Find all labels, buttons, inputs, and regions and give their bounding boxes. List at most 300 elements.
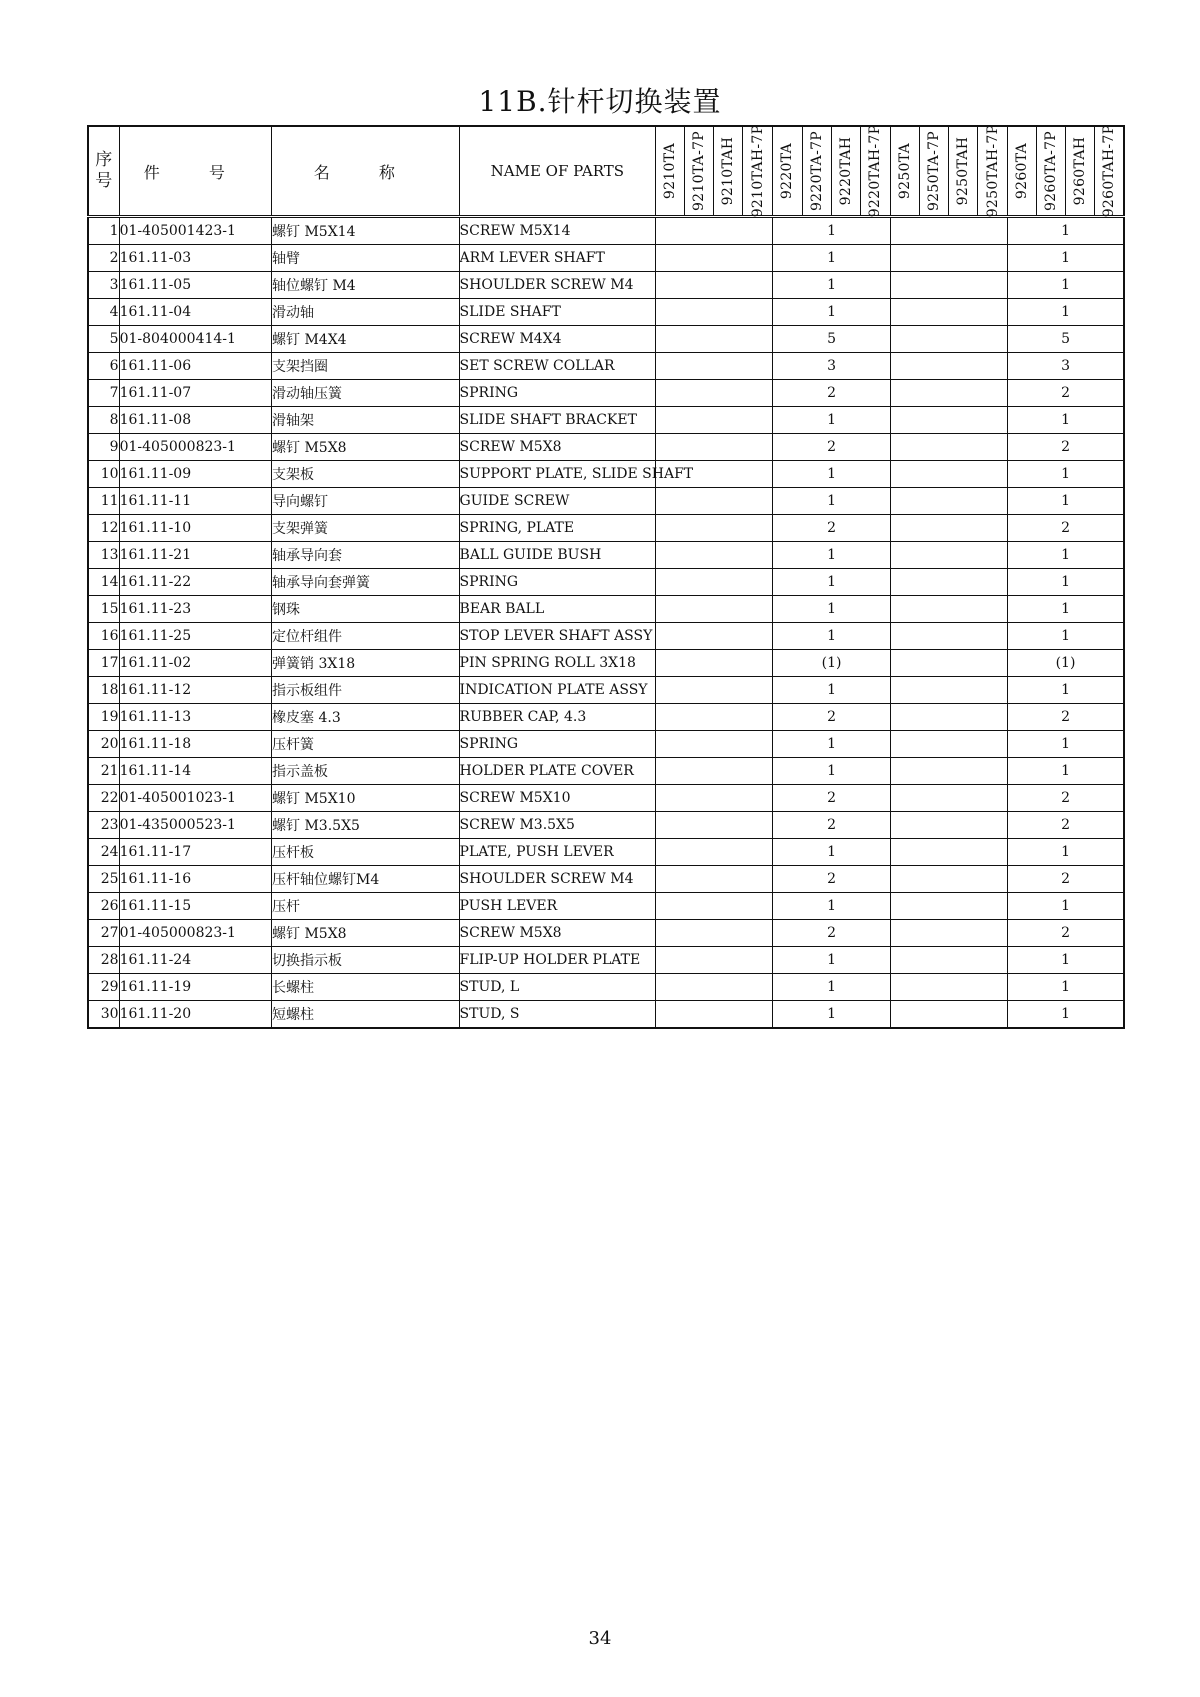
row-qty-9220: 1	[773, 893, 890, 920]
row-qty-9210	[656, 785, 773, 812]
table-row	[88, 461, 1124, 488]
row-qty-9220: 1	[773, 407, 890, 434]
row-part-no: 01-405000823-1	[119, 920, 271, 947]
header-model-label: 9260TAH	[1072, 136, 1089, 206]
row-qty-9250	[890, 407, 1007, 434]
row-part-no: 161.11-15	[119, 893, 271, 920]
row-qty-9250	[890, 974, 1007, 1001]
row-part-no: 161.11-10	[119, 515, 271, 542]
row-seq: 23	[88, 812, 119, 839]
row-part-no: 161.11-16	[119, 866, 271, 893]
row-cn-name: 切换指示板	[272, 947, 460, 974]
header-model	[802, 126, 831, 217]
row-qty-9250	[890, 380, 1007, 407]
row-qty-9260: 1	[1008, 596, 1124, 623]
row-en-name: SPRING	[459, 380, 656, 407]
table-row	[88, 326, 1124, 353]
row-en-name: SCREW M5X8	[459, 434, 656, 461]
row-qty-9220: 1	[773, 1001, 890, 1029]
header-seq: 序号	[88, 126, 119, 217]
row-qty-9220: 2	[773, 434, 890, 461]
row-cn-name: 螺钉 M5X10	[272, 785, 460, 812]
row-en-name: SHOULDER SCREW M4	[459, 272, 656, 299]
row-qty-9250	[890, 596, 1007, 623]
row-en-name: STOP LEVER SHAFT ASSY	[459, 623, 656, 650]
row-en-name: SCREW M3.5X5	[459, 812, 656, 839]
header-model-label: 9210TAH	[720, 136, 737, 206]
row-qty-9260: 2	[1008, 515, 1124, 542]
row-qty-9220: 2	[773, 920, 890, 947]
row-qty-9250	[890, 299, 1007, 326]
row-qty-9250	[890, 434, 1007, 461]
row-en-name: PLATE, PUSH LEVER	[459, 839, 656, 866]
row-seq: 9	[88, 434, 119, 461]
header-model	[860, 126, 890, 217]
row-qty-9210	[656, 569, 773, 596]
row-en-name: SET SCREW COLLAR	[459, 353, 656, 380]
row-qty-9220: 2	[773, 704, 890, 731]
row-qty-9260: 2	[1008, 812, 1124, 839]
table-row	[88, 515, 1124, 542]
header-model	[948, 126, 977, 217]
row-qty-9210	[656, 758, 773, 785]
header-model	[656, 126, 685, 217]
row-en-name: SLIDE SHAFT	[459, 299, 656, 326]
row-qty-9220: 1	[773, 569, 890, 596]
row-en-name: SLIDE SHAFT BRACKET	[459, 407, 656, 434]
row-cn-name: 指示盖板	[272, 758, 460, 785]
row-en-name: BEAR BALL	[459, 596, 656, 623]
row-qty-9250	[890, 353, 1007, 380]
row-qty-9220: 1	[773, 677, 890, 704]
row-qty-9260: 1	[1008, 731, 1124, 758]
table-row	[88, 407, 1124, 434]
row-seq: 20	[88, 731, 119, 758]
row-qty-9250	[890, 217, 1007, 245]
row-qty-9220: 1	[773, 974, 890, 1001]
row-part-no: 161.11-20	[119, 1001, 271, 1029]
row-part-no: 161.11-07	[119, 380, 271, 407]
row-qty-9220: 1	[773, 542, 890, 569]
row-part-no: 161.11-03	[119, 245, 271, 272]
table-row	[88, 893, 1124, 920]
row-qty-9210	[656, 326, 773, 353]
row-qty-9250	[890, 785, 1007, 812]
table-row	[88, 596, 1124, 623]
header-model	[1037, 126, 1066, 217]
table-row	[88, 434, 1124, 461]
header-model-label: 9220TA-7P	[808, 130, 825, 212]
row-en-name: HOLDER PLATE COVER	[459, 758, 656, 785]
row-part-no: 161.11-08	[119, 407, 271, 434]
row-qty-9210	[656, 380, 773, 407]
row-qty-9220: 1	[773, 217, 890, 245]
row-en-name: GUIDE SCREW	[459, 488, 656, 515]
header-model	[714, 126, 743, 217]
row-qty-9210	[656, 677, 773, 704]
row-cn-name: 橡皮塞 4.3	[272, 704, 460, 731]
table-row	[88, 623, 1124, 650]
row-seq: 26	[88, 893, 119, 920]
row-qty-9210	[656, 704, 773, 731]
row-cn-name: 弹簧销 3X18	[272, 650, 460, 677]
row-seq: 7	[88, 380, 119, 407]
row-en-name: FLIP-UP HOLDER PLATE	[459, 947, 656, 974]
row-en-name: SCREW M5X8	[459, 920, 656, 947]
row-seq: 8	[88, 407, 119, 434]
row-seq: 12	[88, 515, 119, 542]
row-part-no: 161.11-24	[119, 947, 271, 974]
row-part-no: 01-405001023-1	[119, 785, 271, 812]
header-model-label: 9220TAH-7P	[867, 124, 884, 218]
row-part-no: 01-435000523-1	[119, 812, 271, 839]
row-cn-name: 定位杆组件	[272, 623, 460, 650]
row-qty-9250	[890, 1001, 1007, 1029]
row-qty-9260: 2	[1008, 785, 1124, 812]
row-cn-name: 轴承导向套	[272, 542, 460, 569]
row-en-name: RUBBER CAP, 4.3	[459, 704, 656, 731]
row-qty-9250	[890, 731, 1007, 758]
row-qty-9260: 1	[1008, 974, 1124, 1001]
row-part-no: 161.11-19	[119, 974, 271, 1001]
row-en-name: SUPPORT PLATE, SLIDE SHAFT	[459, 461, 656, 488]
row-qty-9250	[890, 488, 1007, 515]
row-en-name: ARM LEVER SHAFT	[459, 245, 656, 272]
header-model-label: 9250TAH	[954, 136, 971, 206]
row-part-no: 161.11-09	[119, 461, 271, 488]
row-cn-name: 指示板组件	[272, 677, 460, 704]
row-qty-9210	[656, 515, 773, 542]
header-model-label: 9250TA	[896, 142, 913, 200]
row-qty-9260: 1	[1008, 947, 1124, 974]
row-qty-9250	[890, 461, 1007, 488]
row-en-name: SPRING	[459, 569, 656, 596]
row-cn-name: 支架板	[272, 461, 460, 488]
table-row	[88, 380, 1124, 407]
row-qty-9260: (1)	[1008, 650, 1124, 677]
table-row	[88, 866, 1124, 893]
header-model	[743, 126, 773, 217]
row-qty-9250	[890, 272, 1007, 299]
row-qty-9210	[656, 623, 773, 650]
row-en-name: PIN SPRING ROLL 3X18	[459, 650, 656, 677]
row-part-no: 161.11-13	[119, 704, 271, 731]
row-cn-name: 长螺柱	[272, 974, 460, 1001]
header-model-label: 9260TA	[1014, 142, 1031, 200]
row-qty-9250	[890, 893, 1007, 920]
row-cn-name: 轴承导向套弹簧	[272, 569, 460, 596]
header-model	[1008, 126, 1037, 217]
row-cn-name: 压杆簧	[272, 731, 460, 758]
header-model	[831, 126, 860, 217]
row-qty-9260: 1	[1008, 1001, 1124, 1029]
row-qty-9260: 3	[1008, 353, 1124, 380]
header-model	[1095, 126, 1124, 217]
table-row	[88, 758, 1124, 785]
row-qty-9250	[890, 704, 1007, 731]
row-seq: 1	[88, 217, 119, 245]
header-model-label: 9250TA-7P	[925, 130, 942, 212]
row-seq: 28	[88, 947, 119, 974]
row-part-no: 161.11-11	[119, 488, 271, 515]
row-qty-9250	[890, 839, 1007, 866]
row-seq: 2	[88, 245, 119, 272]
row-qty-9250	[890, 812, 1007, 839]
header-cn-name: 名 称	[272, 126, 460, 217]
row-qty-9260: 1	[1008, 272, 1124, 299]
row-seq: 6	[88, 353, 119, 380]
row-en-name: BALL GUIDE BUSH	[459, 542, 656, 569]
row-part-no: 161.11-17	[119, 839, 271, 866]
row-part-no: 161.11-25	[119, 623, 271, 650]
row-qty-9210	[656, 812, 773, 839]
row-part-no: 161.11-05	[119, 272, 271, 299]
row-qty-9260: 1	[1008, 245, 1124, 272]
row-qty-9220: 1	[773, 758, 890, 785]
table-row	[88, 677, 1124, 704]
row-qty-9250	[890, 245, 1007, 272]
header-model-label: 9260TAH-7P	[1101, 124, 1118, 218]
table-row	[88, 542, 1124, 569]
row-cn-name: 螺钉 M5X8	[272, 434, 460, 461]
row-seq: 18	[88, 677, 119, 704]
header-model-label: 9220TAH	[837, 136, 854, 206]
row-cn-name: 压杆轴位螺钉M4	[272, 866, 460, 893]
row-cn-name: 滑动轴	[272, 299, 460, 326]
row-qty-9260: 1	[1008, 461, 1124, 488]
header-model-label: 9210TA	[662, 142, 679, 200]
row-cn-name: 轴位螺钉 M4	[272, 272, 460, 299]
row-seq: 11	[88, 488, 119, 515]
table-body	[88, 217, 1124, 1029]
row-en-name: SPRING	[459, 731, 656, 758]
row-qty-9260: 1	[1008, 839, 1124, 866]
row-qty-9260: 2	[1008, 380, 1124, 407]
row-part-no: 161.11-22	[119, 569, 271, 596]
row-en-name: SCREW M5X10	[459, 785, 656, 812]
row-qty-9260: 1	[1008, 407, 1124, 434]
row-en-name: SHOULDER SCREW M4	[459, 866, 656, 893]
row-cn-name: 支架挡圈	[272, 353, 460, 380]
row-cn-name: 滑轴架	[272, 407, 460, 434]
row-qty-9260: 2	[1008, 704, 1124, 731]
row-en-name: SCREW M4X4	[459, 326, 656, 353]
row-seq: 27	[88, 920, 119, 947]
table-row	[88, 1001, 1124, 1029]
row-part-no: 161.11-23	[119, 596, 271, 623]
table-row	[88, 785, 1124, 812]
header-model	[773, 126, 802, 217]
row-seq: 22	[88, 785, 119, 812]
row-qty-9220: 1	[773, 596, 890, 623]
row-en-name: PUSH LEVER	[459, 893, 656, 920]
row-part-no: 161.11-06	[119, 353, 271, 380]
row-part-no: 161.11-14	[119, 758, 271, 785]
row-cn-name: 支架弹簧	[272, 515, 460, 542]
header-model	[919, 126, 948, 217]
row-cn-name: 螺钉 M4X4	[272, 326, 460, 353]
row-qty-9220: 1	[773, 488, 890, 515]
row-qty-9220: 2	[773, 380, 890, 407]
row-qty-9220: 1	[773, 947, 890, 974]
row-cn-name: 滑动轴压簧	[272, 380, 460, 407]
table-row	[88, 650, 1124, 677]
row-qty-9260: 2	[1008, 434, 1124, 461]
header-model-label: 9210TA-7P	[691, 130, 708, 212]
row-seq: 29	[88, 974, 119, 1001]
row-qty-9210	[656, 596, 773, 623]
row-qty-9260: 1	[1008, 758, 1124, 785]
row-qty-9250	[890, 920, 1007, 947]
row-cn-name: 压杆	[272, 893, 460, 920]
row-qty-9260: 1	[1008, 217, 1124, 245]
header-model-label: 9220TA	[779, 142, 796, 200]
table-row	[88, 974, 1124, 1001]
row-qty-9220: 2	[773, 866, 890, 893]
row-qty-9210	[656, 434, 773, 461]
row-qty-9250	[890, 758, 1007, 785]
row-qty-9210	[656, 920, 773, 947]
row-cn-name: 压杆板	[272, 839, 460, 866]
row-qty-9260: 5	[1008, 326, 1124, 353]
row-qty-9210	[656, 974, 773, 1001]
header-model-label: 9260TA-7P	[1043, 130, 1060, 212]
row-qty-9260: 1	[1008, 542, 1124, 569]
row-qty-9220: 2	[773, 785, 890, 812]
page-number: 34	[588, 1628, 612, 1649]
row-qty-9220: 1	[773, 245, 890, 272]
row-qty-9250	[890, 947, 1007, 974]
row-qty-9220: 1	[773, 731, 890, 758]
table-row	[88, 245, 1124, 272]
row-qty-9210	[656, 217, 773, 245]
table-row	[88, 217, 1124, 245]
header-model	[977, 126, 1007, 217]
row-part-no: 01-804000414-1	[119, 326, 271, 353]
row-qty-9220: 1	[773, 299, 890, 326]
header-model	[1066, 126, 1095, 217]
row-cn-name: 导向螺钉	[272, 488, 460, 515]
row-seq: 19	[88, 704, 119, 731]
row-cn-name: 轴臂	[272, 245, 460, 272]
row-qty-9220: 5	[773, 326, 890, 353]
table-row	[88, 947, 1124, 974]
row-part-no: 161.11-18	[119, 731, 271, 758]
table-row	[88, 353, 1124, 380]
row-qty-9260: 1	[1008, 299, 1124, 326]
row-qty-9260: 1	[1008, 569, 1124, 596]
row-seq: 24	[88, 839, 119, 866]
header-model-label: 9250TAH-7P	[984, 124, 1001, 218]
row-qty-9210	[656, 947, 773, 974]
table-row	[88, 731, 1124, 758]
row-qty-9250	[890, 542, 1007, 569]
row-en-name: INDICATION PLATE ASSY	[459, 677, 656, 704]
row-qty-9210	[656, 893, 773, 920]
table-header-row	[88, 126, 1124, 217]
row-seq: 4	[88, 299, 119, 326]
row-qty-9220: 3	[773, 353, 890, 380]
row-cn-name: 螺钉 M5X8	[272, 920, 460, 947]
table-row	[88, 488, 1124, 515]
row-part-no: 161.11-21	[119, 542, 271, 569]
page-title: 11B.针杆切换装置	[478, 85, 722, 118]
row-seq: 15	[88, 596, 119, 623]
row-seq: 10	[88, 461, 119, 488]
row-part-no: 161.11-04	[119, 299, 271, 326]
table-row	[88, 272, 1124, 299]
row-qty-9250	[890, 623, 1007, 650]
row-part-no: 161.11-12	[119, 677, 271, 704]
row-qty-9260: 1	[1008, 623, 1124, 650]
row-qty-9250	[890, 569, 1007, 596]
row-qty-9220: 1	[773, 272, 890, 299]
table-row	[88, 569, 1124, 596]
row-qty-9210	[656, 542, 773, 569]
row-qty-9260: 1	[1008, 893, 1124, 920]
header-model-label: 9210TAH-7P	[749, 124, 766, 218]
row-qty-9220: 2	[773, 515, 890, 542]
header-part-no: 件 号	[119, 126, 271, 217]
row-seq: 25	[88, 866, 119, 893]
header-model	[890, 126, 919, 217]
row-qty-9260: 2	[1008, 920, 1124, 947]
table-row	[88, 704, 1124, 731]
parts-table	[87, 125, 1125, 1029]
row-qty-9210	[656, 731, 773, 758]
row-en-name: STUD, L	[459, 974, 656, 1001]
row-qty-9250	[890, 677, 1007, 704]
header-model	[685, 126, 714, 217]
row-en-name: SCREW M5X14	[459, 217, 656, 245]
row-seq: 17	[88, 650, 119, 677]
row-qty-9220: 1	[773, 623, 890, 650]
row-part-no: 161.11-02	[119, 650, 271, 677]
row-qty-9210	[656, 299, 773, 326]
row-qty-9250	[890, 326, 1007, 353]
row-qty-9260: 2	[1008, 866, 1124, 893]
row-qty-9250	[890, 650, 1007, 677]
row-qty-9260: 1	[1008, 488, 1124, 515]
row-qty-9250	[890, 866, 1007, 893]
row-seq: 3	[88, 272, 119, 299]
row-qty-9220: (1)	[773, 650, 890, 677]
row-qty-9210	[656, 488, 773, 515]
row-cn-name: 短螺柱	[272, 1001, 460, 1029]
row-qty-9210	[656, 272, 773, 299]
row-qty-9210	[656, 839, 773, 866]
row-seq: 14	[88, 569, 119, 596]
row-part-no: 01-405000823-1	[119, 434, 271, 461]
row-qty-9220: 1	[773, 461, 890, 488]
row-en-name: SPRING, PLATE	[459, 515, 656, 542]
row-cn-name: 螺钉 M5X14	[272, 217, 460, 245]
row-seq: 30	[88, 1001, 119, 1029]
row-seq: 16	[88, 623, 119, 650]
row-part-no: 01-405001423-1	[119, 217, 271, 245]
row-qty-9210	[656, 650, 773, 677]
row-qty-9250	[890, 515, 1007, 542]
row-qty-9220: 1	[773, 839, 890, 866]
row-qty-9210	[656, 353, 773, 380]
row-seq: 13	[88, 542, 119, 569]
row-cn-name: 螺钉 M3.5X5	[272, 812, 460, 839]
header-en-name: NAME OF PARTS	[459, 126, 656, 217]
table-row	[88, 839, 1124, 866]
row-qty-9220: 2	[773, 812, 890, 839]
row-qty-9210	[656, 407, 773, 434]
table-row	[88, 812, 1124, 839]
